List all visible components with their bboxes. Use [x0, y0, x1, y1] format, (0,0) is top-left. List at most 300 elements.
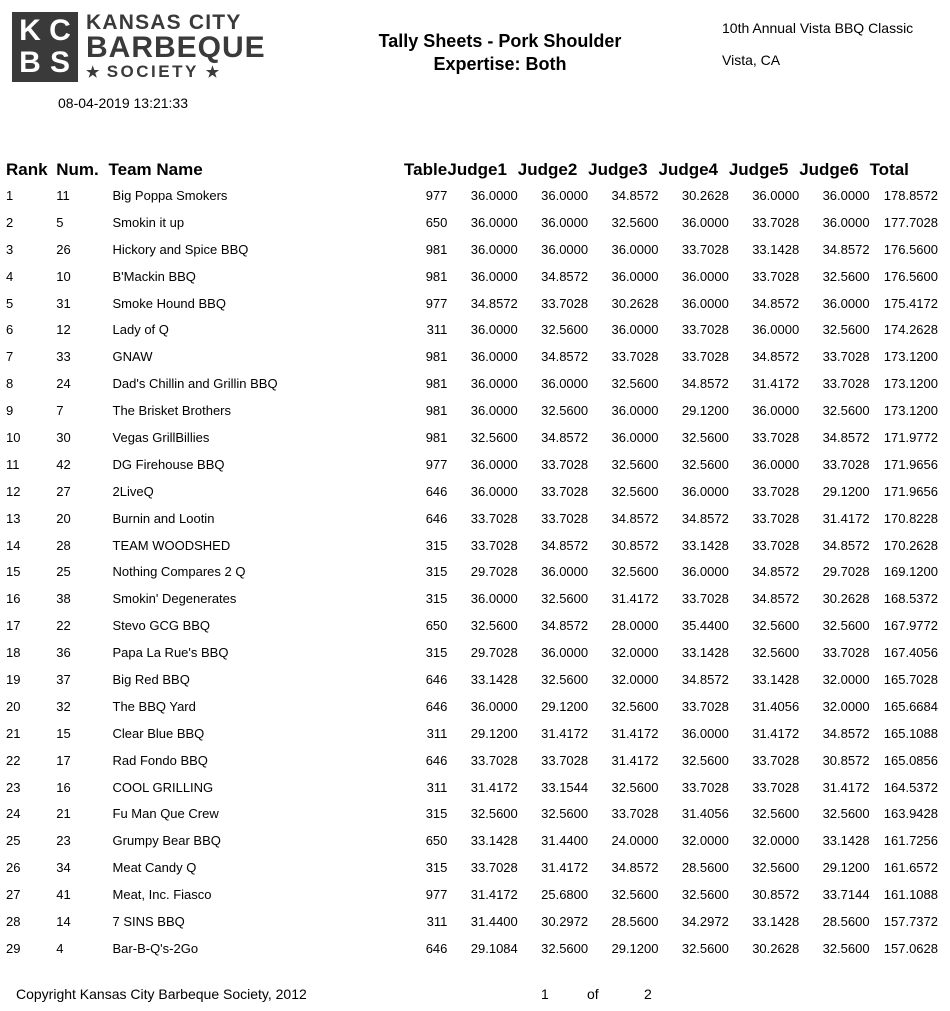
- cell-rank: 13: [6, 510, 21, 526]
- cell-table: 315: [425, 645, 448, 661]
- cell-judge5: 36.0000: [752, 456, 800, 472]
- cell-judge4: 32.5600: [681, 940, 729, 956]
- cell-rank: 28: [6, 913, 21, 929]
- cell-table: 311: [426, 913, 448, 929]
- cell-judge3: 36.0000: [611, 429, 659, 445]
- cell-num: 21: [56, 806, 71, 822]
- cell-judge2: 34.8572: [541, 349, 589, 365]
- logo-line-kansas-city: KANSAS CITY: [86, 11, 242, 34]
- report-subtitle: Expertise: Both: [433, 54, 567, 74]
- cell-judge3: 32.5600: [611, 698, 659, 714]
- cell-judge5: 33.1428: [752, 671, 800, 687]
- cell-rank: 23: [6, 779, 21, 795]
- cell-judge4: 32.0000: [681, 833, 729, 849]
- cell-judge3: 32.5600: [611, 214, 659, 230]
- cell-rank: 16: [6, 591, 21, 607]
- cell-judge5: 32.0000: [752, 833, 800, 849]
- cell-judge4: 34.8572: [681, 671, 729, 687]
- cell-total: 171.9772: [883, 429, 938, 445]
- cell-judge3: 28.0000: [611, 618, 659, 634]
- cell-judge1: 36.0000: [470, 349, 518, 365]
- cell-num: 34: [56, 860, 71, 876]
- cell-judge3: 31.4172: [611, 752, 659, 768]
- cell-num: 38: [56, 591, 71, 607]
- cell-rank: 11: [6, 456, 20, 472]
- cell-judge6: 33.7144: [822, 887, 870, 903]
- cell-judge1: 36.0000: [470, 483, 518, 499]
- table-row: [6, 182, 938, 209]
- table-row: [6, 209, 938, 236]
- table-row: [6, 558, 938, 585]
- cell-num: 42: [56, 456, 71, 472]
- cell-judge1: 36.0000: [470, 214, 518, 230]
- logo-society-text: SOCIETY: [106, 62, 199, 81]
- cell-judge3: 36.0000: [611, 322, 659, 338]
- cell-rank: 5: [6, 295, 14, 311]
- cell-num: 23: [56, 833, 71, 849]
- cell-judge6: 31.4172: [822, 510, 870, 526]
- table-row: [6, 881, 938, 908]
- table-row: [6, 693, 938, 720]
- cell-total: 161.1088: [883, 887, 938, 903]
- column-header-total: Total: [869, 160, 909, 179]
- cell-table: 646: [425, 483, 448, 499]
- cell-judge3: 32.0000: [611, 645, 659, 661]
- table-row: [6, 639, 938, 666]
- cell-judge2: 33.1544: [541, 779, 589, 795]
- cell-judge5: 31.4056: [752, 698, 800, 714]
- cell-judge1: 33.7028: [470, 860, 518, 876]
- cell-judge6: 32.5600: [822, 403, 870, 419]
- cell-team-name: Vegas GrillBillies: [112, 429, 210, 445]
- cell-judge2: 33.7028: [541, 456, 589, 472]
- cell-table: 315: [425, 537, 448, 553]
- cell-judge6: 32.5600: [822, 806, 870, 822]
- cell-judge4: 33.1428: [681, 537, 729, 553]
- column-header-judge3: Judge3: [588, 160, 648, 179]
- cell-table: 315: [425, 806, 448, 822]
- cell-num: 27: [56, 483, 71, 499]
- table-row: [6, 236, 938, 263]
- cell-judge2: 31.4400: [541, 833, 589, 849]
- kcbs-logo-wordmark: [86, 12, 282, 83]
- cell-total: 161.6572: [883, 860, 938, 876]
- cell-total: 165.1088: [883, 725, 938, 741]
- cell-num: 16: [56, 779, 71, 795]
- cell-judge3: 36.0000: [611, 268, 659, 284]
- cell-rank: 1: [6, 187, 14, 203]
- cell-table: 981: [425, 349, 448, 365]
- cell-judge4: 31.4056: [681, 806, 729, 822]
- cell-judge3: 32.5600: [611, 887, 659, 903]
- cell-judge5: 36.0000: [752, 187, 800, 203]
- cell-rank: 4: [6, 268, 14, 284]
- cell-team-name: Big Poppa Smokers: [112, 187, 228, 203]
- cell-judge6: 29.1200: [822, 483, 870, 499]
- cell-judge6: 32.5600: [822, 618, 870, 634]
- cell-rank: 12: [6, 483, 21, 499]
- logo-mark-letter: C: [49, 14, 71, 47]
- cell-total: 178.8572: [883, 187, 938, 203]
- column-header-num: Num.: [56, 160, 99, 179]
- cell-judge4: 28.5600: [681, 860, 729, 876]
- cell-judge1: 36.0000: [470, 698, 518, 714]
- cell-judge5: 33.7028: [752, 214, 800, 230]
- cell-judge3: 24.0000: [611, 833, 659, 849]
- cell-judge2: 32.5600: [541, 322, 589, 338]
- cell-rank: 17: [6, 618, 21, 634]
- cell-num: 37: [56, 671, 71, 687]
- table-row: [6, 316, 938, 343]
- cell-judge1: 29.7028: [470, 564, 518, 580]
- table-row: [6, 478, 938, 505]
- cell-total: 177.7028: [883, 214, 938, 230]
- cell-judge3: 32.5600: [611, 376, 659, 392]
- cell-judge5: 33.7028: [752, 752, 800, 768]
- cell-table: 977: [425, 295, 448, 311]
- report-title-block: [340, 30, 660, 76]
- cell-judge3: 34.8572: [611, 187, 659, 203]
- cell-num: 41: [56, 887, 71, 903]
- column-header-judge2: Judge2: [517, 160, 578, 179]
- column-header-judge1: Judge1: [447, 160, 507, 179]
- cell-judge6: 33.7028: [822, 456, 870, 472]
- cell-table: 646: [425, 671, 448, 687]
- table-row: [6, 451, 938, 478]
- cell-judge1: 33.1428: [470, 671, 518, 687]
- cell-judge5: 32.5600: [752, 860, 800, 876]
- cell-table: 981: [425, 429, 448, 445]
- cell-judge2: 32.5600: [541, 403, 589, 419]
- cell-judge6: 36.0000: [822, 295, 870, 311]
- cell-rank: 25: [6, 833, 21, 849]
- cell-judge1: 36.0000: [470, 376, 518, 392]
- cell-judge1: 31.4400: [470, 913, 518, 929]
- cell-rank: 26: [6, 860, 21, 876]
- cell-judge2: 33.7028: [541, 295, 589, 311]
- event-name: 10th Annual Vista BBQ Classic: [722, 20, 914, 36]
- cell-num: 25: [56, 564, 71, 580]
- page-of-label: of: [587, 986, 599, 1002]
- cell-judge5: 30.2628: [752, 940, 800, 956]
- cell-rank: 15: [6, 564, 21, 580]
- cell-table: 981: [425, 241, 448, 257]
- cell-rank: 3: [6, 241, 14, 257]
- cell-rank: 2: [6, 214, 14, 230]
- cell-judge5: 33.7028: [752, 268, 800, 284]
- cell-num: 33: [56, 349, 71, 365]
- cell-judge3: 32.5600: [611, 456, 659, 472]
- cell-total: 176.5600: [883, 241, 938, 257]
- cell-judge5: 31.4172: [752, 376, 800, 392]
- cell-num: 12: [56, 322, 71, 338]
- cell-total: 173.1200: [883, 349, 938, 365]
- cell-judge5: 33.7028: [752, 429, 800, 445]
- cell-num: 30: [56, 429, 71, 445]
- cell-team-name: 2LiveQ: [112, 483, 154, 499]
- table-row: [6, 854, 938, 881]
- cell-table: 311: [426, 322, 448, 338]
- cell-table: 977: [425, 887, 448, 903]
- cell-judge4: 29.1200: [681, 403, 729, 419]
- cell-rank: 27: [6, 887, 21, 903]
- cell-judge1: 29.1200: [470, 725, 518, 741]
- column-header-judge5: Judge5: [728, 160, 789, 179]
- table-row: [6, 397, 938, 424]
- cell-judge6: 36.0000: [822, 214, 870, 230]
- cell-team-name: Fu Man Que Crew: [112, 806, 219, 822]
- cell-rank: 18: [6, 645, 21, 661]
- cell-judge6: 28.5600: [822, 913, 870, 929]
- cell-judge2: 34.8572: [541, 429, 589, 445]
- cell-judge6: 33.7028: [822, 349, 870, 365]
- kcbs-logo: [12, 12, 280, 84]
- cell-judge1: 36.0000: [470, 241, 518, 257]
- table-row: [6, 505, 938, 532]
- table-header-row: [6, 158, 938, 182]
- cell-num: 32: [56, 698, 71, 714]
- cell-judge4: 36.0000: [681, 725, 729, 741]
- cell-table: 311: [426, 725, 448, 741]
- cell-total: 171.9656: [883, 456, 938, 472]
- table-row: [6, 908, 938, 935]
- cell-total: 173.1200: [883, 376, 938, 392]
- cell-team-name: Dad's Chillin and Grillin BBQ: [112, 376, 278, 392]
- cell-judge3: 29.1200: [611, 940, 659, 956]
- cell-judge6: 33.1428: [822, 833, 870, 849]
- cell-num: 4: [56, 940, 64, 956]
- table-body: [6, 182, 938, 962]
- logo-mark-letter: B: [19, 46, 41, 79]
- page-total: 2: [644, 986, 652, 1002]
- cell-total: 171.9656: [883, 483, 938, 499]
- cell-judge6: 29.7028: [822, 564, 870, 580]
- cell-table: 646: [425, 698, 448, 714]
- cell-judge4: 32.5600: [681, 887, 729, 903]
- cell-judge4: 36.0000: [681, 564, 729, 580]
- cell-judge6: 34.8572: [822, 537, 870, 553]
- cell-total: 157.0628: [883, 940, 938, 956]
- cell-judge5: 32.5600: [752, 806, 800, 822]
- table-row: [6, 720, 938, 747]
- event-location: Vista, CA: [722, 52, 781, 68]
- cell-judge1: 31.4172: [470, 779, 518, 795]
- cell-table: 650: [425, 618, 448, 634]
- cell-judge2: 36.0000: [541, 564, 589, 580]
- cell-judge1: 32.5600: [470, 429, 518, 445]
- cell-table: 981: [425, 268, 448, 284]
- cell-judge3: 33.7028: [611, 349, 659, 365]
- cell-judge1: 36.0000: [470, 187, 518, 203]
- cell-num: 11: [56, 187, 70, 203]
- cell-judge2: 32.5600: [541, 671, 589, 687]
- cell-rank: 8: [6, 376, 14, 392]
- cell-judge2: 31.4172: [541, 860, 589, 876]
- table-row: [6, 290, 938, 317]
- cell-judge6: 32.5600: [822, 268, 870, 284]
- cell-num: 14: [56, 913, 71, 929]
- cell-team-name: Papa La Rue's BBQ: [112, 645, 229, 661]
- cell-team-name: Big Red BBQ: [112, 671, 190, 687]
- cell-judge2: 36.0000: [541, 241, 589, 257]
- cell-judge4: 30.2628: [681, 187, 729, 203]
- cell-judge2: 31.4172: [541, 725, 589, 741]
- cell-judge2: 32.5600: [541, 940, 589, 956]
- cell-team-name: Rad Fondo BBQ: [112, 752, 208, 768]
- cell-total: 170.2628: [883, 537, 938, 553]
- cell-total: 173.1200: [883, 403, 938, 419]
- cell-judge2: 32.5600: [541, 806, 589, 822]
- cell-judge2: 29.1200: [541, 698, 589, 714]
- cell-rank: 19: [6, 671, 21, 687]
- cell-judge2: 33.7028: [541, 752, 589, 768]
- cell-judge5: 33.1428: [752, 913, 800, 929]
- cell-judge5: 33.7028: [752, 537, 800, 553]
- cell-judge4: 34.8572: [681, 510, 729, 526]
- cell-team-name: GNAW: [112, 349, 153, 365]
- cell-judge2: 36.0000: [541, 214, 589, 230]
- cell-num: 15: [56, 725, 71, 741]
- cell-judge1: 29.1084: [470, 940, 518, 956]
- cell-judge2: 36.0000: [541, 187, 589, 203]
- cell-judge2: 34.8572: [541, 537, 589, 553]
- table-row: [6, 263, 938, 290]
- cell-total: 168.5372: [883, 591, 938, 607]
- cell-judge1: 36.0000: [470, 456, 518, 472]
- cell-rank: 21: [6, 725, 21, 741]
- column-header-judge4: Judge4: [658, 160, 719, 179]
- cell-team-name: Nothing Compares 2 Q: [112, 564, 246, 580]
- cell-judge5: 32.5600: [752, 618, 800, 634]
- cell-judge4: 34.8572: [681, 376, 729, 392]
- cell-judge4: 33.7028: [681, 349, 729, 365]
- table-row: [6, 800, 938, 827]
- cell-num: 7: [56, 403, 64, 419]
- cell-judge3: 28.5600: [611, 913, 659, 929]
- column-header-rank: Rank: [6, 160, 48, 179]
- cell-team-name: TEAM WOODSHED: [112, 537, 231, 553]
- cell-num: 24: [56, 376, 71, 392]
- cell-judge6: 34.8572: [822, 725, 870, 741]
- cell-rank: 24: [6, 806, 21, 822]
- cell-judge1: 33.7028: [470, 752, 518, 768]
- cell-judge1: 36.0000: [470, 403, 518, 419]
- cell-judge1: 32.5600: [470, 806, 518, 822]
- cell-rank: 6: [6, 322, 14, 338]
- cell-judge4: 33.7028: [681, 322, 729, 338]
- cell-judge4: 33.1428: [681, 645, 729, 661]
- cell-table: 650: [425, 833, 448, 849]
- cell-judge6: 32.5600: [822, 940, 870, 956]
- cell-judge3: 31.4172: [611, 725, 659, 741]
- cell-total: 163.9428: [883, 806, 938, 822]
- cell-judge6: 30.2628: [822, 591, 870, 607]
- cell-total: 161.7256: [883, 833, 938, 849]
- table-row: [6, 585, 938, 612]
- cell-table: 646: [425, 940, 448, 956]
- cell-team-name: Smoke Hound BBQ: [112, 295, 226, 311]
- cell-judge1: 33.1428: [470, 833, 518, 849]
- cell-num: 17: [56, 752, 71, 768]
- cell-judge3: 34.8572: [611, 510, 659, 526]
- cell-table: 315: [425, 564, 448, 580]
- cell-rank: 20: [6, 698, 21, 714]
- cell-judge2: 30.2972: [541, 913, 589, 929]
- cell-table: 977: [425, 187, 448, 203]
- cell-judge4: 32.5600: [681, 752, 729, 768]
- cell-judge3: 36.0000: [611, 403, 659, 419]
- cell-judge3: 30.8572: [611, 537, 659, 553]
- cell-total: 165.0856: [883, 752, 938, 768]
- cell-judge3: 36.0000: [611, 241, 659, 257]
- cell-judge3: 33.7028: [611, 806, 659, 822]
- cell-total: 170.8228: [883, 510, 938, 526]
- cell-table: 977: [425, 456, 448, 472]
- cell-judge6: 34.8572: [822, 429, 870, 445]
- cell-rank: 10: [6, 429, 21, 445]
- cell-table: 981: [425, 403, 448, 419]
- cell-judge3: 34.8572: [611, 860, 659, 876]
- report-title: Tally Sheets - Pork Shoulder: [378, 31, 622, 51]
- cell-judge4: 33.7028: [681, 698, 729, 714]
- cell-team-name: The BBQ Yard: [112, 698, 196, 714]
- cell-judge5: 33.7028: [752, 483, 800, 499]
- cell-judge3: 30.2628: [611, 295, 659, 311]
- logo-mark-letter: K: [19, 14, 41, 47]
- cell-total: 174.2628: [883, 322, 938, 338]
- printed-datetime: 08-04-2019 13:21:33: [58, 95, 188, 111]
- cell-table: 311: [426, 779, 448, 795]
- cell-total: 165.7028: [883, 671, 938, 687]
- cell-judge2: 34.8572: [541, 618, 589, 634]
- cell-judge5: 33.7028: [752, 779, 800, 795]
- cell-judge6: 29.1200: [822, 860, 870, 876]
- cell-team-name: 7 SINS BBQ: [112, 913, 185, 929]
- cell-table: 646: [425, 752, 448, 768]
- cell-judge1: 36.0000: [470, 322, 518, 338]
- cell-judge3: 31.4172: [611, 591, 659, 607]
- cell-num: 5: [56, 214, 64, 230]
- cell-judge4: 36.0000: [681, 483, 729, 499]
- cell-judge3: 32.5600: [611, 564, 659, 580]
- cell-team-name: Grumpy Bear BBQ: [112, 833, 221, 849]
- cell-judge3: 32.5600: [611, 483, 659, 499]
- cell-judge2: 36.0000: [541, 645, 589, 661]
- cell-judge2: 34.8572: [541, 268, 589, 284]
- cell-table: 981: [425, 376, 448, 392]
- cell-judge4: 36.0000: [681, 268, 729, 284]
- cell-judge5: 36.0000: [752, 322, 800, 338]
- cell-judge4: 33.7028: [681, 591, 729, 607]
- cell-judge2: 33.7028: [541, 483, 589, 499]
- cell-judge6: 32.0000: [822, 698, 870, 714]
- cell-team-name: Smokin it up: [112, 214, 185, 230]
- cell-judge1: 32.5600: [470, 618, 518, 634]
- cell-team-name: Meat, Inc. Fiasco: [112, 887, 212, 903]
- cell-judge4: 32.5600: [681, 456, 729, 472]
- cell-judge1: 34.8572: [470, 295, 518, 311]
- cell-judge5: 34.8572: [752, 295, 800, 311]
- cell-num: 31: [56, 295, 71, 311]
- cell-judge5: 34.8572: [752, 591, 800, 607]
- cell-team-name: DG Firehouse BBQ: [112, 456, 225, 472]
- column-header-judge6: Judge6: [799, 160, 859, 179]
- cell-judge2: 32.5600: [541, 591, 589, 607]
- cell-judge4: 36.0000: [681, 214, 729, 230]
- cell-judge5: 33.7028: [752, 510, 800, 526]
- cell-judge1: 33.7028: [470, 510, 518, 526]
- cell-team-name: Clear Blue BBQ: [112, 725, 205, 741]
